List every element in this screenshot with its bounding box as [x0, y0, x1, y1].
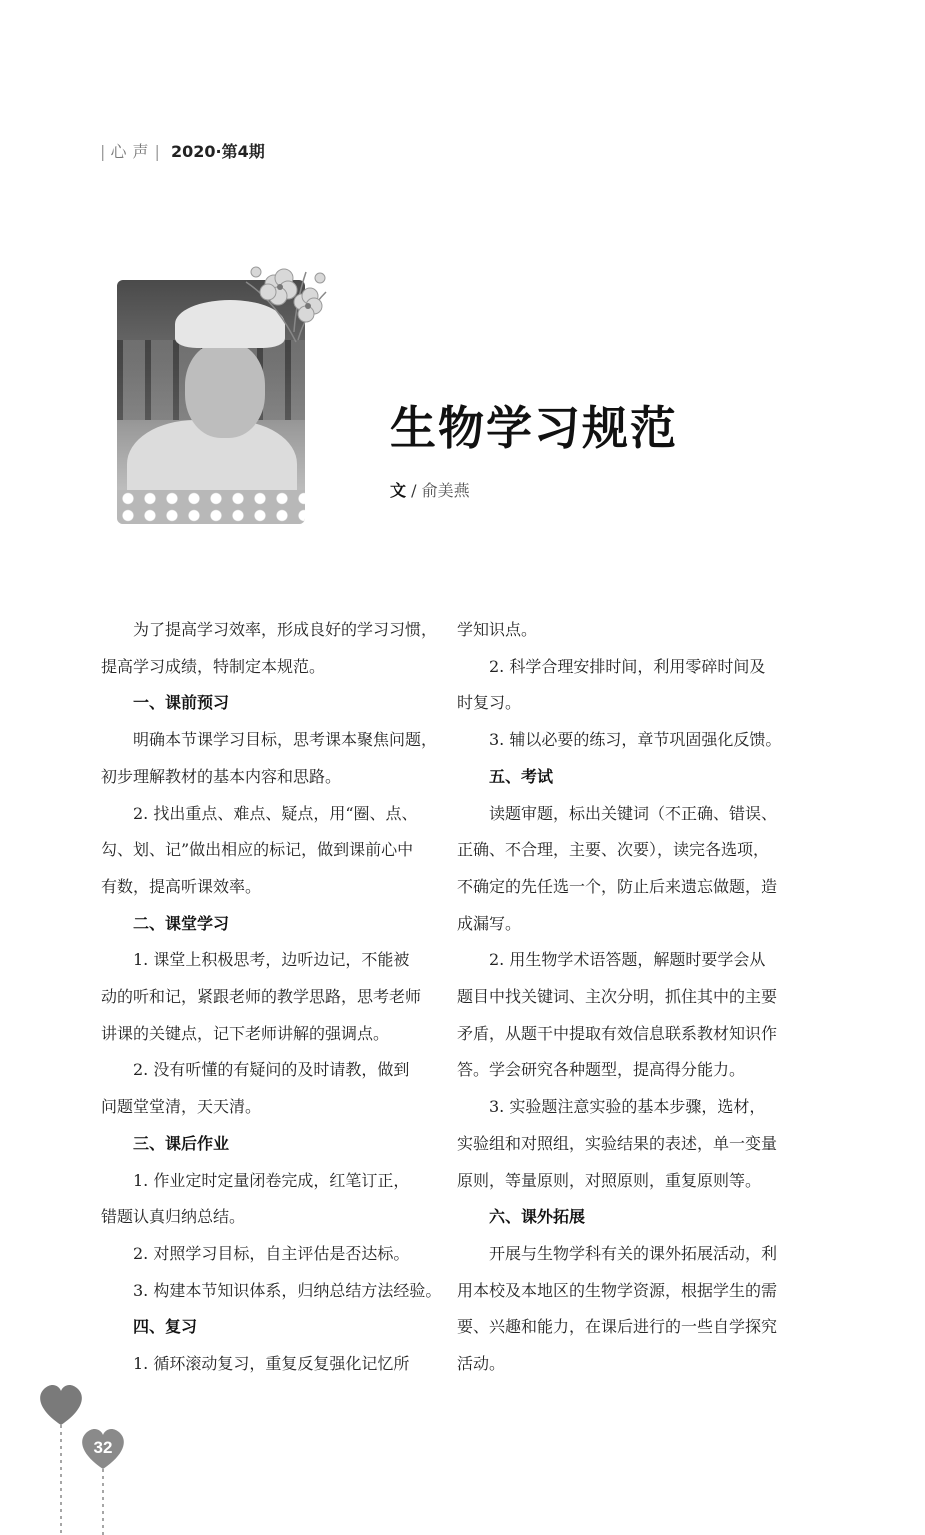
body-line: 时复习。	[457, 693, 522, 713]
section-heading: 五、考试	[489, 766, 554, 786]
body-line: 初步理解教材的基本内容和思路。	[101, 766, 342, 786]
body-line: 勾、划、记”做出相应的标记，做到课前心中	[101, 840, 414, 860]
body-line: 要、兴趣和能力，在课后进行的一些自学探究	[457, 1317, 778, 1337]
body-line: 2. 对照学习目标，自主评估是否达标。	[133, 1243, 410, 1263]
running-header: | 心声| 2020·第4期	[100, 142, 265, 161]
body-line: 错题认真归纳总结。	[101, 1207, 246, 1227]
author-name: 俞美燕	[421, 481, 470, 500]
body-line: 2. 用生物学术语答题，解题时要学会从	[489, 950, 766, 970]
section-heading: 二、课堂学习	[133, 913, 230, 933]
body-line: 问题堂堂清，天天清。	[101, 1097, 262, 1117]
issue-label: 2020·第4期	[170, 142, 265, 161]
body-line: 开展与生物学科有关的课外拓展活动，利	[489, 1243, 778, 1263]
body-line: 提高学习成绩，特制定本规范。	[101, 656, 326, 676]
body-line: 活动。	[457, 1354, 506, 1374]
article-title: 生物学习规范	[390, 401, 678, 455]
body-line: 读题审题，标出关键词（不正确、错误、	[489, 803, 778, 823]
body-line: 讲课的关键点，记下老师讲解的强调点。	[101, 1023, 390, 1043]
body-line: 2. 没有听懂的有疑问的及时请教，做到	[133, 1060, 410, 1080]
right-text-column	[457, 612, 782, 1383]
section-heading: 一、课前预习	[133, 693, 230, 713]
body-line: 2. 找出重点、难点、疑点，用“圈、点、	[133, 803, 418, 823]
body-line: 1. 循环滚动复习，重复反复强化记忆所	[133, 1354, 410, 1374]
body-line: 学知识点。	[457, 620, 538, 639]
body-line: 1. 课堂上积极思考，边听边记，不能被	[133, 950, 410, 970]
body-line: 不确定的先任选一个，防止后来遗忘做题，造	[457, 876, 778, 896]
body-line: 3. 实验题注意实验的基本步骤，选材，	[489, 1097, 766, 1117]
body-line: 动的听和记，紧跟老师的教学思路，思考老师	[101, 987, 422, 1007]
section-heading: 三、课后作业	[133, 1133, 230, 1153]
body-line: 实验组和对照组，实验结果的表述，单一变量	[457, 1133, 778, 1153]
polka-dot-strip	[117, 490, 305, 524]
body-line: 3. 辅以必要的练习，章节巩固强化反馈。	[489, 730, 782, 750]
body-line: 题目中找关键词、主次分明，抓住其中的主要	[457, 987, 778, 1007]
body-line: 3. 构建本节知识体系，归纳总结方法经验。	[133, 1280, 442, 1300]
page-number: 32	[93, 1438, 113, 1457]
body-line: 明确本节课学习目标，思考课本聚焦问题，	[133, 730, 438, 750]
section-heading: 六、课外拓展	[489, 1207, 586, 1227]
heart-icon	[40, 1385, 82, 1425]
body-line: 矛盾，从题干中提取有效信息联系教材知识作	[457, 1023, 778, 1043]
body-line: 正确、不合理，主要、次要），读完各选项，	[457, 840, 770, 860]
left-text-column	[101, 612, 442, 1383]
byline-label: 文	[390, 481, 407, 500]
body-line: 为了提高学习效率，形成良好的学习习惯，	[133, 620, 438, 639]
byline	[390, 478, 470, 501]
body-line: 成漏写。	[457, 913, 522, 933]
flower-decoration-icon	[236, 262, 332, 358]
body-line: 1. 作业定时定量闭卷完成，红笔订正，	[133, 1170, 410, 1190]
body-line: 原则，等量原则，对照原则，重复原则等。	[457, 1170, 762, 1190]
body-line: 用本校及本地区的生物学资源，根据学生的需	[457, 1280, 778, 1300]
byline-separator: /	[411, 481, 417, 500]
body-line: 答。学会研究各种题型，提高得分能力。	[457, 1060, 746, 1080]
heart-page-decoration	[30, 1375, 140, 1535]
section-heading: 四、复习	[133, 1317, 198, 1337]
body-line: 2. 科学合理安排时间，利用零碎时间及	[489, 656, 766, 676]
body-line: 有数，提高听课效率。	[101, 876, 262, 896]
section-name: 心声	[110, 142, 155, 161]
